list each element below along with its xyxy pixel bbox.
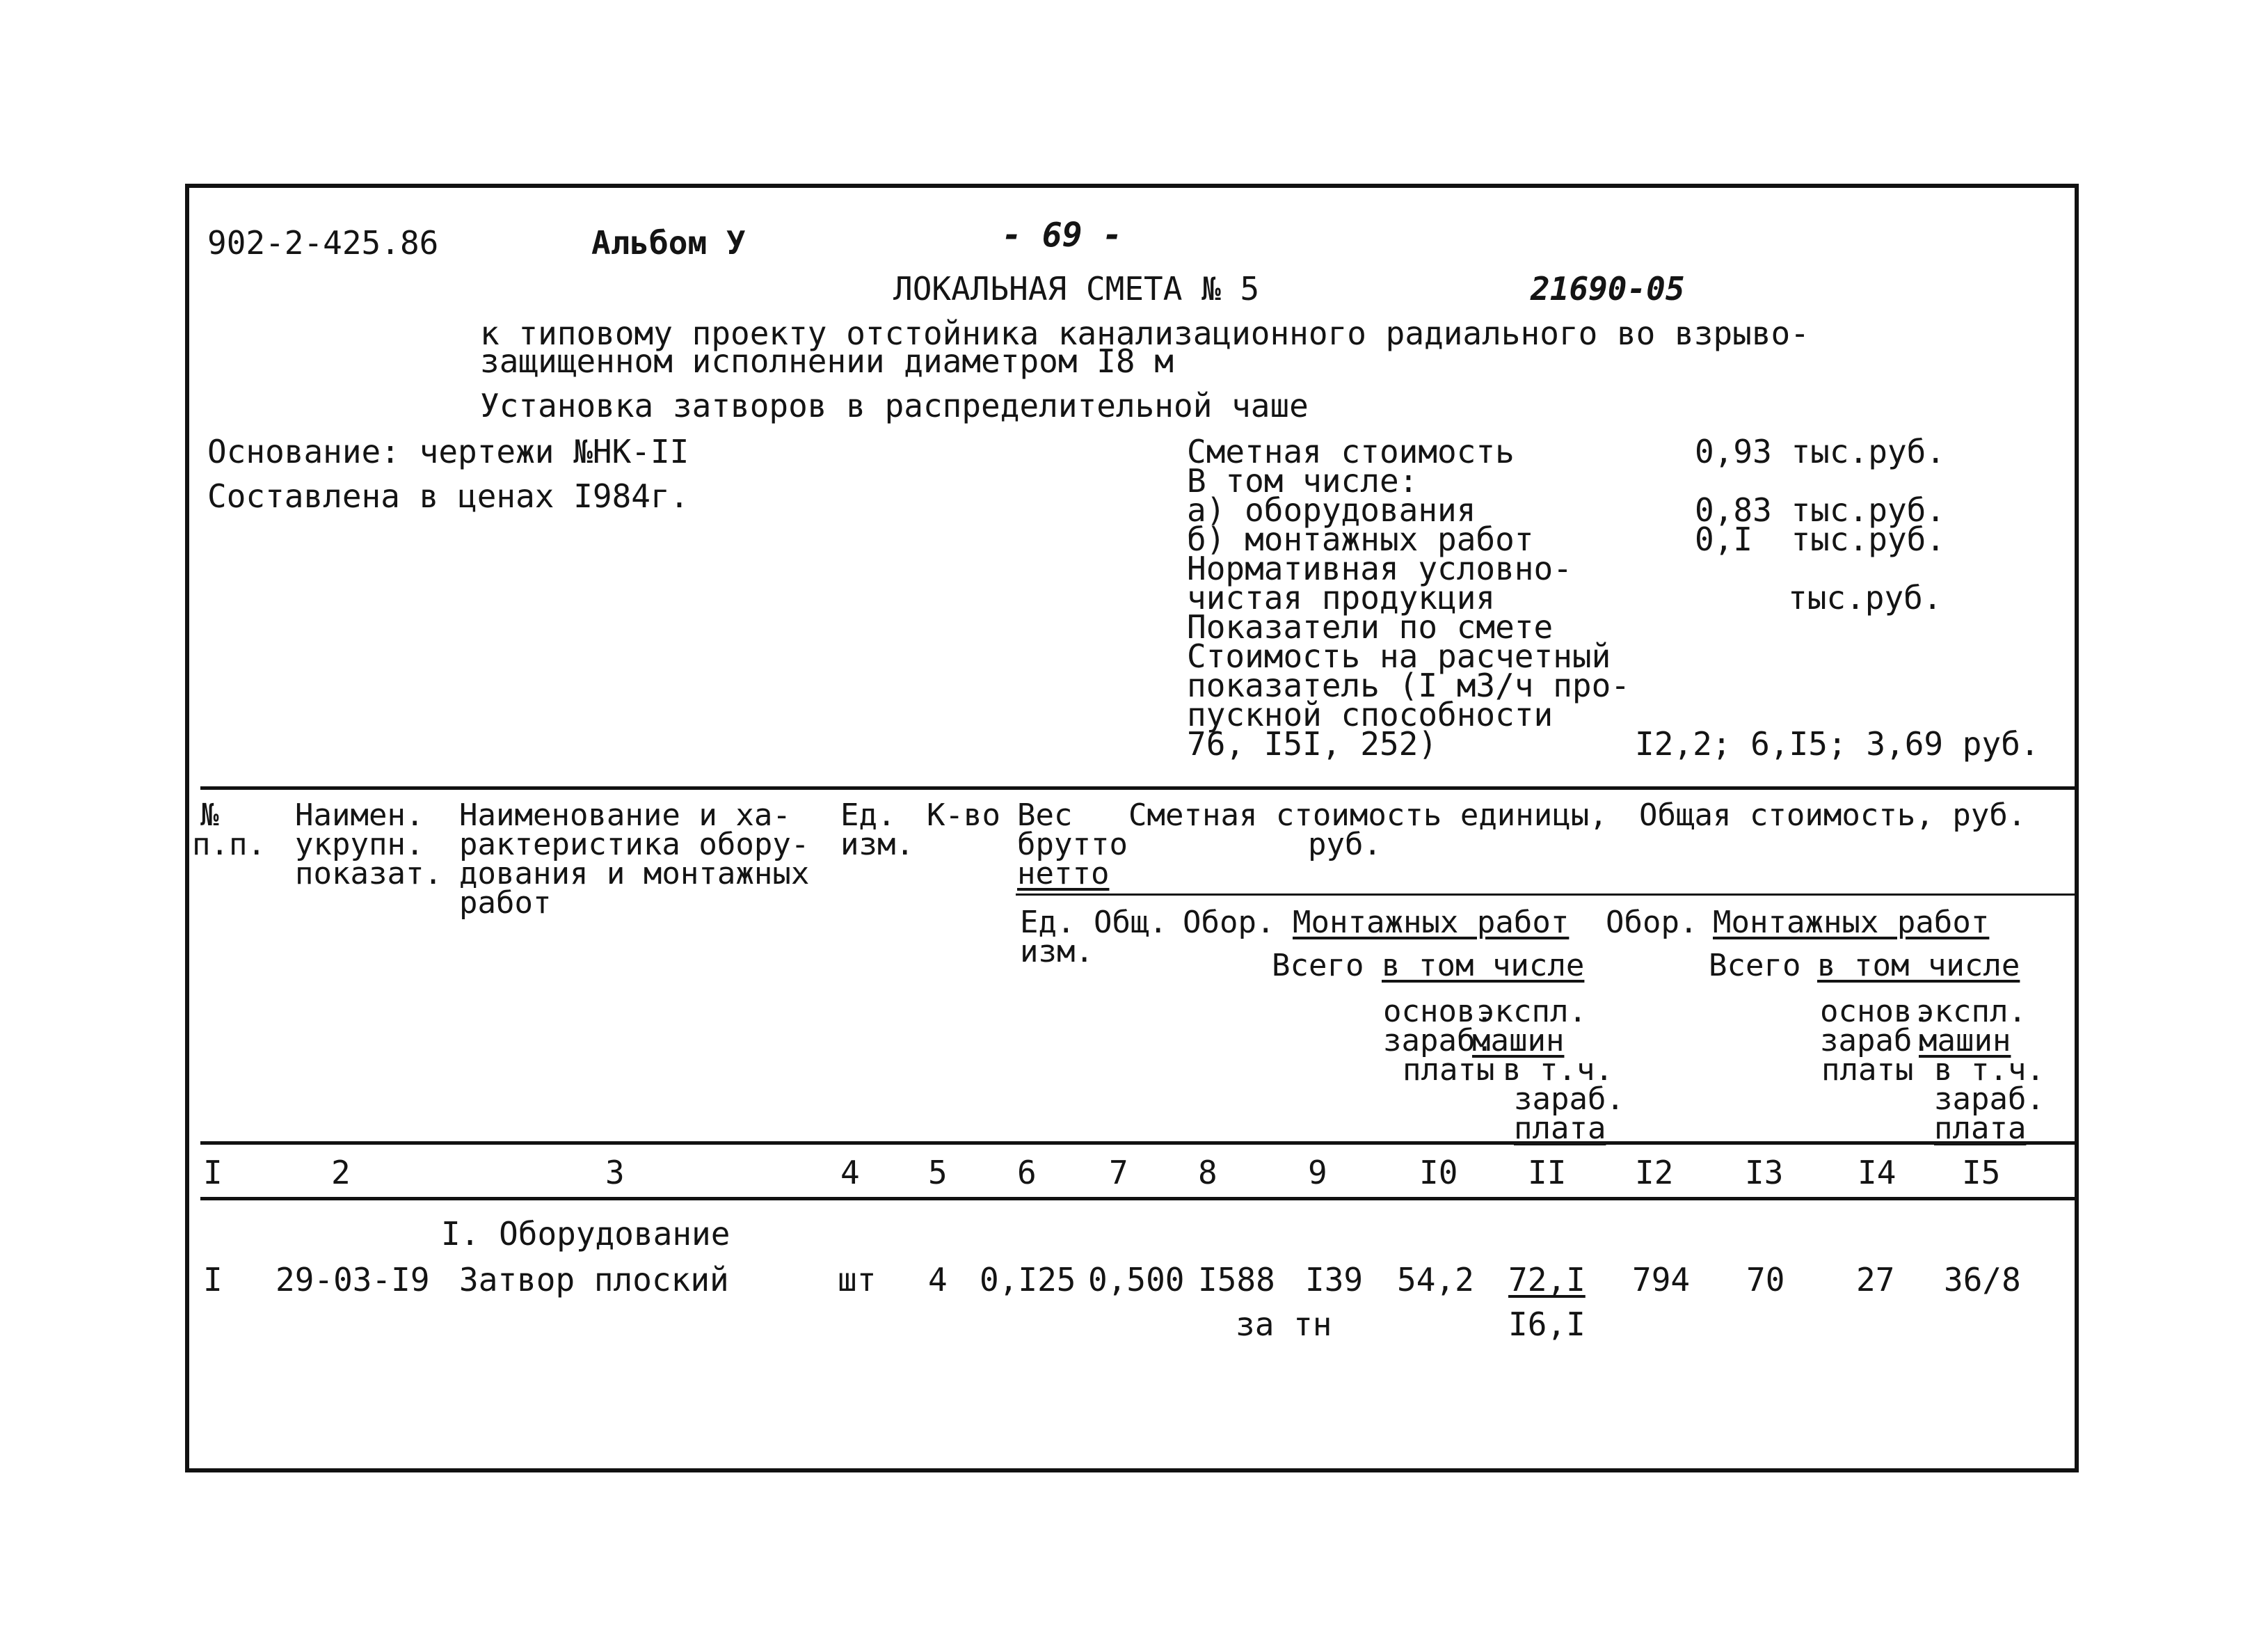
col-no-h2: п.п.: [192, 827, 266, 862]
col-base-b-h3: платы: [1821, 1052, 1914, 1088]
row-equip-unit: I588: [1198, 1261, 1275, 1298]
header-bottom-rule: [200, 1141, 2075, 1145]
col-base-b-h1: основ.: [1820, 994, 1931, 1029]
row-weight-total: 0,500: [1088, 1261, 1185, 1298]
summary-label-5: Нормативная условно-: [1187, 550, 1572, 587]
summary-label-10: пускной способности: [1187, 696, 1554, 733]
subtitle-line-2: защищенном исполнении диаметром I8 м: [480, 342, 1174, 380]
col-base-a-h2: зараб.: [1383, 1023, 1494, 1058]
col-mach-a-h5: плата: [1514, 1111, 1606, 1146]
basis-drawings: Основание: чертежи №НК-II: [207, 433, 689, 470]
col-number-3: 3: [605, 1154, 625, 1191]
col-mach-b-h2: машин: [1919, 1023, 2011, 1058]
col-qty-h: К-во: [927, 797, 1000, 833]
col-unit-h1: Ед.: [840, 797, 896, 833]
subtitle-line-1: к типовому проекту отстойника канализационного радиального во взрыво-: [480, 315, 1810, 352]
col-unit-cost-h1: Сметная стоимость единицы,: [1128, 797, 1608, 833]
header-rule-1: [1016, 893, 2075, 896]
row-machines: 72,I: [1508, 1261, 1586, 1298]
col-weight-h2: брутто: [1017, 827, 1128, 862]
col-name-h2: рактеристика обору-: [459, 827, 810, 862]
row-weight-unit: 0,I25: [980, 1261, 1076, 1298]
summary-value-11: I2,2; 6,I5; 3,69 руб.: [1635, 725, 2040, 763]
summary-label-2: В том числе:: [1187, 462, 1419, 500]
col-mach-a-h3: в т.ч.: [1503, 1052, 1613, 1088]
col-mach-a-h1: экспл.: [1476, 994, 1587, 1029]
summary-label-4: б) монтажных работ: [1187, 521, 1534, 558]
col-code-h1: Наимен.: [295, 797, 424, 833]
col-name-h4: работ: [459, 885, 552, 921]
work-title: Установка затворов в распределительной чаше: [480, 387, 1309, 424]
col-mach-b-h5: плата: [1934, 1111, 2027, 1146]
doc-code: 902-2-425.86: [207, 224, 439, 262]
row-code: 29-03-I9: [275, 1261, 430, 1298]
col-unit-cost-h2: руб.: [1308, 827, 1382, 862]
row-mount-total: 70: [1746, 1261, 1785, 1298]
col-base-a-h3: платы: [1403, 1052, 1495, 1088]
col-all-a-h: Всего: [1272, 948, 1364, 983]
summary-label-7: Показатели по смете: [1187, 608, 1554, 646]
col-unit-h2: изм.: [840, 827, 914, 862]
col-number-2: 2: [331, 1154, 351, 1191]
row-name: Затвор плоский: [459, 1261, 729, 1298]
col-total-cost-h: Общая стоимость, руб.: [1639, 797, 2027, 833]
row-unit: шт: [838, 1261, 877, 1298]
col-weight-h1: Вес: [1017, 797, 1073, 833]
column-numbers-rule: [200, 1197, 2075, 1200]
col-number-15: I5: [1962, 1154, 2001, 1191]
col-mach-a-h4: зараб.: [1514, 1081, 1624, 1117]
col-number-13: I3: [1745, 1154, 1784, 1191]
summary-value-4: 0,I тыс.руб.: [1695, 521, 1946, 558]
album-label: Альбом У: [591, 224, 746, 262]
col-number-8: 8: [1198, 1154, 1217, 1191]
col-w-unit-h1: Ед.: [1020, 905, 1076, 940]
basis-prices: Составлена в ценах I984г.: [207, 477, 689, 515]
col-base-a-h1: основ.: [1383, 994, 1494, 1029]
col-mach-b-h1: экспл.: [1916, 994, 2027, 1029]
col-equip-a-h: Обор.: [1183, 905, 1275, 940]
row-equip-total: 794: [1632, 1261, 1691, 1298]
summary-label-11: 76, I5I, 252): [1187, 725, 1438, 763]
col-equip-b-h: Обор.: [1606, 905, 1698, 940]
col-number-11: II: [1528, 1154, 1567, 1191]
col-base-b-h2: зараб.: [1820, 1023, 1931, 1058]
col-number-6: 6: [1017, 1154, 1037, 1191]
col-number-7: 7: [1109, 1154, 1128, 1191]
row-machines-wage: I6,I: [1508, 1305, 1586, 1343]
row-note: за тн: [1236, 1305, 1332, 1343]
summary-label-9: показатель (I м3/ч про-: [1187, 667, 1630, 704]
col-number-5: 5: [928, 1154, 948, 1191]
col-mount-b-h: Монтажных работ: [1713, 905, 1990, 940]
col-w-total-h: Общ.: [1094, 905, 1167, 940]
col-incl-b-h: в том числе: [1817, 948, 2020, 983]
row-base-wage: 54,2: [1397, 1261, 1474, 1298]
summary-value-3: 0,83 тыс.руб.: [1695, 491, 1946, 529]
col-mach-b-h4: зараб.: [1934, 1081, 2045, 1117]
estimate-code: 21690-05: [1531, 270, 1685, 308]
col-mount-a-h: Монтажных работ: [1293, 905, 1570, 940]
section-title: I. Оборудование: [441, 1215, 730, 1253]
col-code-h2: укрупн.: [295, 827, 424, 862]
col-name-h3: дования и монтажных: [459, 856, 810, 891]
row-mach-total: 36/8: [1944, 1261, 2021, 1298]
summary-label-8: Стоимость на расчетный: [1187, 637, 1611, 675]
row-base-total: 27: [1856, 1261, 1895, 1298]
col-number-12: I2: [1635, 1154, 1674, 1191]
col-weight-h3: нетто: [1017, 856, 1110, 891]
col-w-unit-h2: изм.: [1020, 934, 1094, 969]
table-top-rule: [200, 786, 2075, 790]
estimate-title: ЛОКАЛЬНАЯ СМЕТА № 5: [893, 270, 1260, 308]
row-mount-all: I39: [1305, 1261, 1364, 1298]
col-incl-a-h: в том числе: [1382, 948, 1585, 983]
col-number-10: I0: [1419, 1154, 1458, 1191]
summary-value-6: тыс.руб.: [1788, 579, 1942, 617]
col-number-4: 4: [840, 1154, 860, 1191]
page-number: - 69 -: [1002, 216, 1123, 255]
summary-value-1: 0,93 тыс.руб.: [1695, 433, 1946, 470]
col-name-h1: Наименование и ха-: [459, 797, 791, 833]
col-mach-a-h2: машин: [1472, 1023, 1565, 1058]
col-number-9: 9: [1308, 1154, 1327, 1191]
row-no: I: [203, 1261, 223, 1298]
summary-label-1: Сметная стоимость: [1187, 433, 1515, 470]
row-qty: 4: [928, 1261, 948, 1298]
col-no-h1: №: [200, 797, 219, 833]
col-all-b-h: Всего: [1709, 948, 1801, 983]
col-code-h3: показат.: [295, 856, 442, 891]
summary-label-3: а) оборудования: [1187, 491, 1476, 529]
col-number-1: I: [203, 1154, 223, 1191]
summary-label-6: чистая продукция: [1187, 579, 1496, 617]
col-number-14: I4: [1858, 1154, 1896, 1191]
col-mach-b-h3: в т.ч.: [1934, 1052, 2045, 1088]
